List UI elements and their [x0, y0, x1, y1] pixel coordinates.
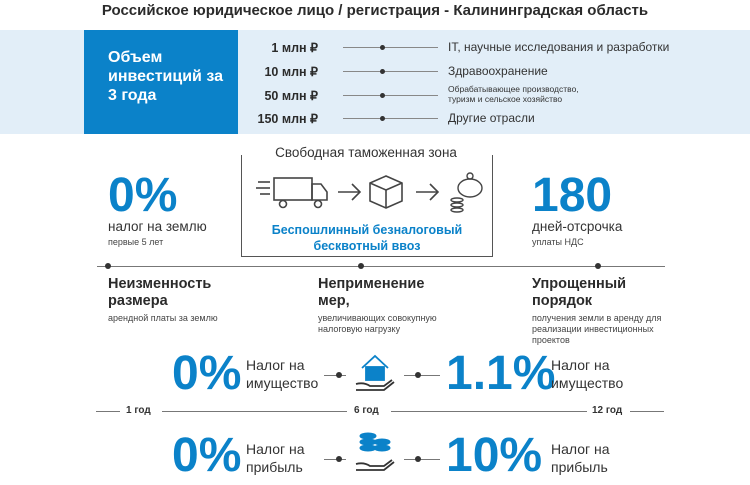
guarantee-title: Неизменность	[108, 276, 212, 292]
guarantee-note: увеличивающих совокупную налоговую нагрузку	[318, 313, 437, 334]
property-tax-end-label-line: Налог на	[551, 357, 610, 373]
box-icon	[370, 176, 402, 208]
profit-tax-end-label-line: Налог на	[551, 441, 610, 457]
property-tax-end-value: 1.1%	[446, 347, 556, 400]
profit-tax-start-label-line: Налог на	[246, 441, 305, 457]
guarantee-title: мер,	[318, 293, 350, 309]
investment-amount: 150 млн ₽	[257, 112, 318, 126]
profit-tax-dot	[336, 456, 342, 462]
timeline-label: 6 год	[354, 405, 379, 416]
investment-label: IT, научные исследования и разработки	[448, 40, 670, 54]
timeline-axis	[630, 411, 664, 412]
guarantee-item	[532, 276, 692, 346]
profit-tax-start-label	[246, 440, 305, 476]
land-tax-value: 0%	[108, 169, 178, 222]
property-tax-end-label	[551, 356, 623, 392]
investment-box-label: Объем инвестиций за 3 года	[108, 49, 223, 104]
property-tax-end-label-line: имущество	[551, 375, 624, 391]
truck-icon	[256, 178, 327, 208]
profit-tax-end-label-line: прибыль	[551, 459, 608, 475]
timeline-dot	[595, 263, 601, 269]
timeline-axis	[162, 411, 347, 412]
guarantee-title: Неприменение	[318, 276, 425, 292]
property-tax-connector	[324, 375, 346, 376]
property-tax-dot	[336, 372, 342, 378]
guarantee-title: порядок	[532, 293, 593, 309]
investment-amount: 10 млн ₽	[264, 65, 318, 79]
investment-dot	[380, 93, 385, 98]
timeline-label: 12 год	[592, 405, 623, 416]
profit-tax-connector	[324, 459, 346, 460]
timeline-label: 1 год	[126, 405, 151, 416]
investment-box	[84, 30, 238, 134]
profit-tax-end-label	[551, 440, 610, 476]
investment-dot	[380, 69, 385, 74]
profit-tax-connector	[404, 459, 440, 460]
guarantee-title: Упрощенный	[532, 276, 627, 292]
investment-connector	[343, 118, 438, 119]
investment-amount: 50 млн ₽	[264, 89, 318, 103]
land-tax-label: налог на землю	[108, 219, 207, 234]
page-title: Российское юридическое лицо / регистрация - Калининградская область	[101, 2, 649, 19]
property-tax-dot	[415, 372, 421, 378]
investment-amount: 1 млн ₽	[271, 41, 318, 55]
guarantee-note: получения земли в аренду для реализации инвестиционных проектов	[532, 313, 662, 345]
arrow-right-icon	[338, 184, 360, 200]
customs-zone-line2: бесквотный ввоз	[313, 239, 421, 253]
property-tax-start-value: 0%	[172, 347, 242, 400]
customs-zone-title: Свободная таможенная зона	[272, 145, 460, 160]
property-tax-connector	[404, 375, 440, 376]
guarantee-item	[108, 276, 218, 324]
piggy-bank-icon	[451, 173, 482, 212]
investment-label: Здравоохранение	[448, 64, 548, 78]
customs-icons	[256, 170, 486, 215]
timeline-axis	[96, 411, 120, 412]
guarantee-note: арендной платы за землю	[108, 313, 218, 323]
guarantee-title: размера	[108, 293, 168, 309]
coins-hand-icon	[352, 428, 398, 480]
profit-tax-start-label-line: прибыль	[246, 459, 303, 475]
timeline-dot	[358, 263, 364, 269]
arrow-right-icon	[416, 184, 438, 200]
vat-value: 180	[532, 169, 613, 222]
investment-dot	[380, 116, 385, 121]
investment-connector	[343, 95, 438, 96]
investment-dot	[380, 45, 385, 50]
investment-label: Другие отрасли	[448, 111, 535, 125]
profit-tax-start-value: 0%	[172, 429, 242, 482]
customs-zone-benefit	[241, 222, 493, 254]
profit-tax-dot	[415, 456, 421, 462]
vat-note: уплаты НДС	[532, 237, 584, 247]
investment-connector	[343, 71, 438, 72]
property-tax-start-label	[246, 356, 318, 392]
profit-tax-end-value: 10%	[446, 429, 543, 482]
land-tax-note: первые 5 лет	[108, 237, 164, 247]
investment-connector	[343, 47, 438, 48]
guarantees-line	[97, 266, 665, 267]
investment-label: Обрабатывающее производство, туризм и сельское хозяйство	[448, 84, 579, 104]
guarantee-item	[318, 276, 458, 335]
timeline-dot	[105, 263, 111, 269]
timeline-axis	[391, 411, 587, 412]
property-tax-start-label-line: Налог на	[246, 357, 305, 373]
property-tax-start-label-line: имущество	[246, 375, 319, 391]
house-hand-icon	[352, 350, 398, 396]
vat-label: дней-отсрочка	[532, 219, 623, 234]
customs-zone-line1: Беспошлинный безналоговый	[271, 223, 463, 237]
